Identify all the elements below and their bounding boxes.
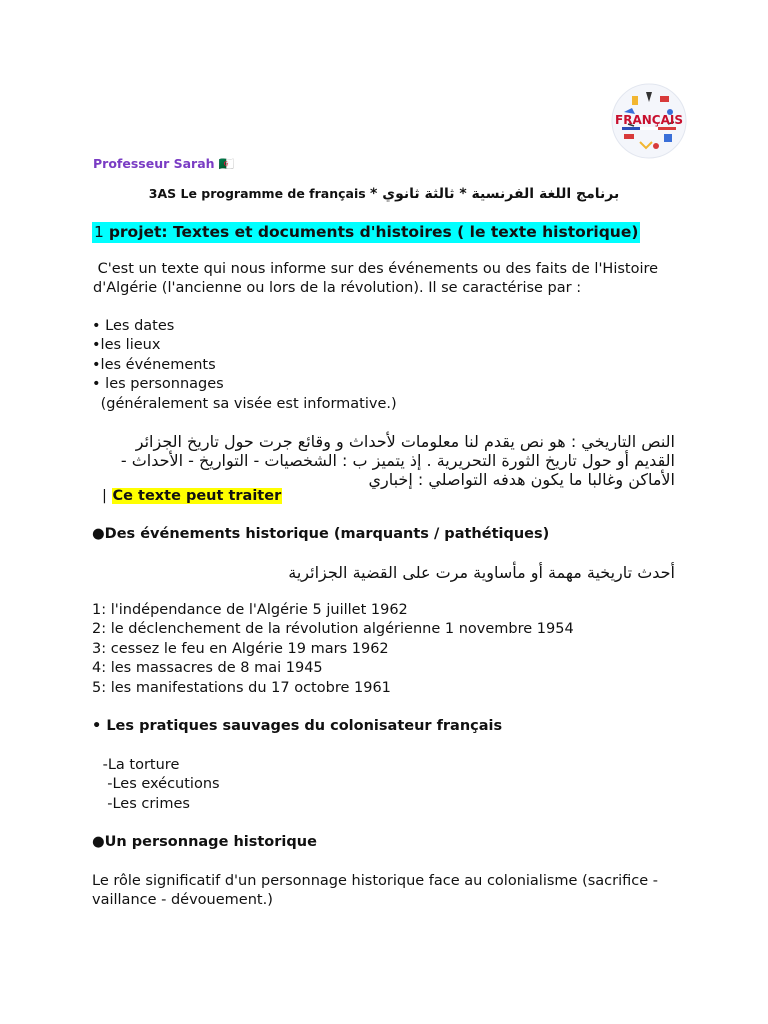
title-number: 1 [94, 223, 104, 241]
arabic-line: الأماكن وغالبا ما يكون هدفه التواصلي : إخباري [368, 470, 675, 489]
list-item: -Les exécutions [98, 776, 220, 793]
section-label [102, 487, 282, 506]
list-item: •les lieux [92, 337, 161, 354]
events-list [92, 601, 692, 698]
practices-list [98, 756, 398, 814]
events-heading: ●Des événements historique (marquants / pathétiques) [92, 526, 550, 542]
visee-note: (généralement sa visée est informative.) [96, 396, 397, 412]
list-item: 4: les massacres de 8 mai 1945 [92, 660, 323, 677]
label-prefix: | [102, 488, 112, 504]
list-item: 3: cessez le feu en Algérie 19 mars 1962 [92, 640, 389, 657]
paragraph-line: vaillance - dévouement.) [92, 892, 273, 909]
character-heading: ●Un personnage historique [92, 834, 317, 850]
character-paragraph [92, 872, 659, 911]
list-item: • les personnages [92, 376, 224, 393]
intro-line: C'est un texte qui nous informe sur des événements ou des faits de l'Histoire [93, 261, 659, 277]
practices-heading: • Les pratiques sauvages du colonisateur français [92, 718, 503, 734]
list-item: 2: le déclenchement de la révolution algérienne 1 novembre 1954 [92, 621, 574, 638]
subtitle-french: 3AS Le programme de français [148, 186, 366, 201]
subtitle [0, 186, 768, 202]
list-item: • Les dates [92, 318, 175, 334]
intro-paragraph [93, 260, 659, 299]
arabic-definition [96, 432, 675, 489]
intro-line: d'Algérie (l'ancienne ou lors de la révolution). Il se caractérise par : [93, 280, 582, 297]
highlighted-label: Ce texte peut traiter [112, 488, 282, 504]
list-item: •les événements [92, 356, 216, 373]
francais-logo [610, 82, 688, 160]
list-item: -La torture [98, 757, 180, 773]
list-item: -Les crimes [98, 795, 190, 812]
logo-text: FRANÇAIS [615, 113, 683, 127]
events-arabic: أحدث تاريخية مهمة أو مأساوية مرت على القضية الجزائرية [288, 563, 675, 582]
page-title [92, 222, 640, 243]
author-name: Professeur Sarah 🇩🇿 [93, 156, 235, 171]
paragraph-line: Le rôle significatif d'un personnage historique face au colonialisme (sacrifice - [92, 873, 659, 889]
arabic-line: القديم أو حول تاريخ الثورة التحريرية . إذ يتميز ب : الشخصيات - التواريخ - الأحداث - [120, 451, 675, 470]
arabic-line: النص التاريخي : هو نص يقدم لنا معلومات لأحداث و وقائع جرت حول تاريخ الجزائر [135, 432, 675, 451]
list-item: 1: l'indépendance de l'Algérie 5 juillet 1962 [92, 602, 408, 618]
francais-logo-icon [610, 82, 688, 160]
subtitle-arabic: برنامج اللغة الفرنسية * ثالثة ثانوي * [370, 186, 620, 202]
list-item: 5: les manifestations du 17 octobre 1961 [92, 679, 391, 696]
features-list [92, 317, 652, 395]
title-text: projet: Textes et documents d'histoires ( le texte historique) [108, 223, 639, 241]
